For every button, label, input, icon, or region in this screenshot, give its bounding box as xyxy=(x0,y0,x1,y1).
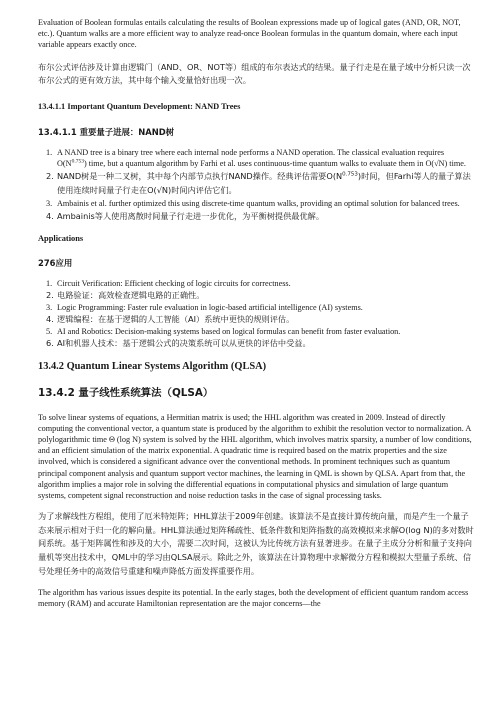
list-text-pre: A NAND tree is a binary tree where each internal node performs a NAND operation. The classical evaluation requires O(N xyxy=(57,147,445,168)
list-number: 2. xyxy=(46,171,54,182)
list-text-post: ) time, but a quantum algorithm by Farhi et al. uses continuous-time quantum walks to evaluate them in O(√N) time. xyxy=(83,159,466,168)
intro-paragraph-en: Evaluation of Boolean formulas entails calculating the results of Boolean expressions made up of logical gates (AND, OR, NOT, etc.). Quantum walks are a more efficient way to analyze read-once Boolean formulas in the quantum domain, where each input variable appears exactly once. xyxy=(38,18,461,50)
qlsa-paragraph-zh: 为了求解线性方程组，使用了厄米特矩阵；HHL算法于2009年创建。该算法不是直接计算传统向量，而是产生一个量子态来展示相对于归一化的解向量。HHL算法通过矩阵稀疏性、低条件数和矩阵指数的高效模拟来求解O(log N)的多对数时间系统。基于矩阵属性和涉及的大小，需要二次时间，这被认为比传统方法有显著进步。在量子主成分分析和量子支持向量机等突出技术中，QML中的学习由QLSA展示。除此之外，该算法在计算物理中求解微分方程和模拟大型量子系统、信号处理任务中的高效信号重建和噪声降低方面发挥重要作用。 xyxy=(38,511,474,576)
list-number: 5. xyxy=(46,326,53,336)
list-text: Ambainis et al. further optimized this using discrete-time quantum walks, providing an optimal solution for balanced trees. xyxy=(57,199,460,209)
list-number: 6. xyxy=(46,337,54,348)
list-text: Ambainis等人使用离散时间量子行走进一步优化，为平衡树提供最优解。 xyxy=(57,210,325,221)
list-number: 1. xyxy=(46,279,53,289)
list-number: 4. xyxy=(46,314,54,325)
list-text: Logic Programming: Faster rule evaluation in logic-based artificial intelligence (AI) systems. xyxy=(57,302,363,312)
list-item xyxy=(38,289,474,302)
intro-paragraph-zh: 布尔公式评估涉及计算由逻辑门（AND、OR、NOT等）组成的布尔表达式的结果。量子行走是在量子域中分析只读一次布尔公式的更有效方法，其中每个输入变量恰好出现一次。 xyxy=(38,61,471,86)
list-number: 3. xyxy=(46,199,53,209)
exponent: 0.753 xyxy=(71,158,84,165)
list-item xyxy=(38,147,474,169)
section-heading-qlsa-en: 13.4.2 Quantum Linear Systems Algorithm (QLSA) xyxy=(38,360,267,372)
list-text: 逻辑编程：在基于逻辑的人工智能（AI）系统中更快的规则评估。 xyxy=(57,314,295,325)
list-number: 4. xyxy=(46,210,54,221)
list-text: 电路验证：高效检查逻辑电路的正确性。 xyxy=(57,290,205,301)
list-text-post: )时间，但Farhi等人的量子算法使用连续时间量子行走在O(√N)时间内评估它们。 xyxy=(57,171,471,195)
nand-list xyxy=(38,147,474,223)
list-item xyxy=(38,337,474,350)
qlsa-paragraph-en: To solve linear systems of equations, a Hermitian matrix is used; the HHL algorithm was created in 2009. Instead of directly computing the conventional vector, a quantum state is produced by the algorithm to exhibit the resolution vector to normalization. A polylogarithmic time Θ (log N) system is solved by the HHL algorithm, which involves matrix sparsity, a number of low conditions, and an efficient simulation of the matrix exponential. A quadratic time is required based on the matrix properties and the size involved, which is considered a significant advance over the conventional methods. In prominent techniques such as quantum principal component analysis and quantum support vector machines, the learning in QML is shown by QLSA. Apart from that, the algorithm implies a major role in solving the differential equations in computational physics and simulation of large quantum systems, competent signal reconstruction and noise reduction tasks in the case of signal processing tasks. xyxy=(38,412,472,500)
list-number: 1. xyxy=(46,147,53,157)
section-heading-nand-zh: 13.4.1.1 重要量子进展：NAND树 xyxy=(38,126,175,137)
applications-list xyxy=(38,278,474,349)
applications-heading-en: Applications xyxy=(38,234,84,244)
section-heading-qlsa-zh: 13.4.2 量子线性系统算法（QLSA） xyxy=(38,386,214,399)
list-item xyxy=(38,302,474,313)
list-number: 2. xyxy=(46,290,54,301)
list-text: AI and Robotics: Decision-making systems based on logical formulas can benefit from faster evaluation. xyxy=(57,326,401,336)
list-item xyxy=(38,170,474,197)
list-item xyxy=(38,210,474,224)
list-item xyxy=(38,326,474,337)
list-number: 3. xyxy=(46,302,53,312)
list-text-pre: NAND树是一种二叉树，其中每个内部节点执行NAND操作。经典评估需要O(N xyxy=(57,171,343,182)
list-item xyxy=(38,278,474,289)
list-text: AI和机器人技术：基于逻辑公式的决策系统可以从更快的评估中受益。 xyxy=(57,337,311,348)
applications-heading-zh: 276应用 xyxy=(38,258,73,269)
qlsa-paragraph-en-2: The algorithm has various issues despite its potential. In the early stages, both the development of efficient quantum random access memory (RAM) and accurate Hamiltonian representation are the major concerns—the xyxy=(38,588,469,609)
list-text: Circuit Verification: Efficient checking of logic circuits for correctness. xyxy=(57,279,291,289)
list-item xyxy=(38,313,474,326)
exponent: 0.753 xyxy=(342,171,358,178)
section-heading-nand-en: 13.4.1.1 Important Quantum Development: NAND Trees xyxy=(38,101,241,111)
list-item xyxy=(38,198,474,209)
